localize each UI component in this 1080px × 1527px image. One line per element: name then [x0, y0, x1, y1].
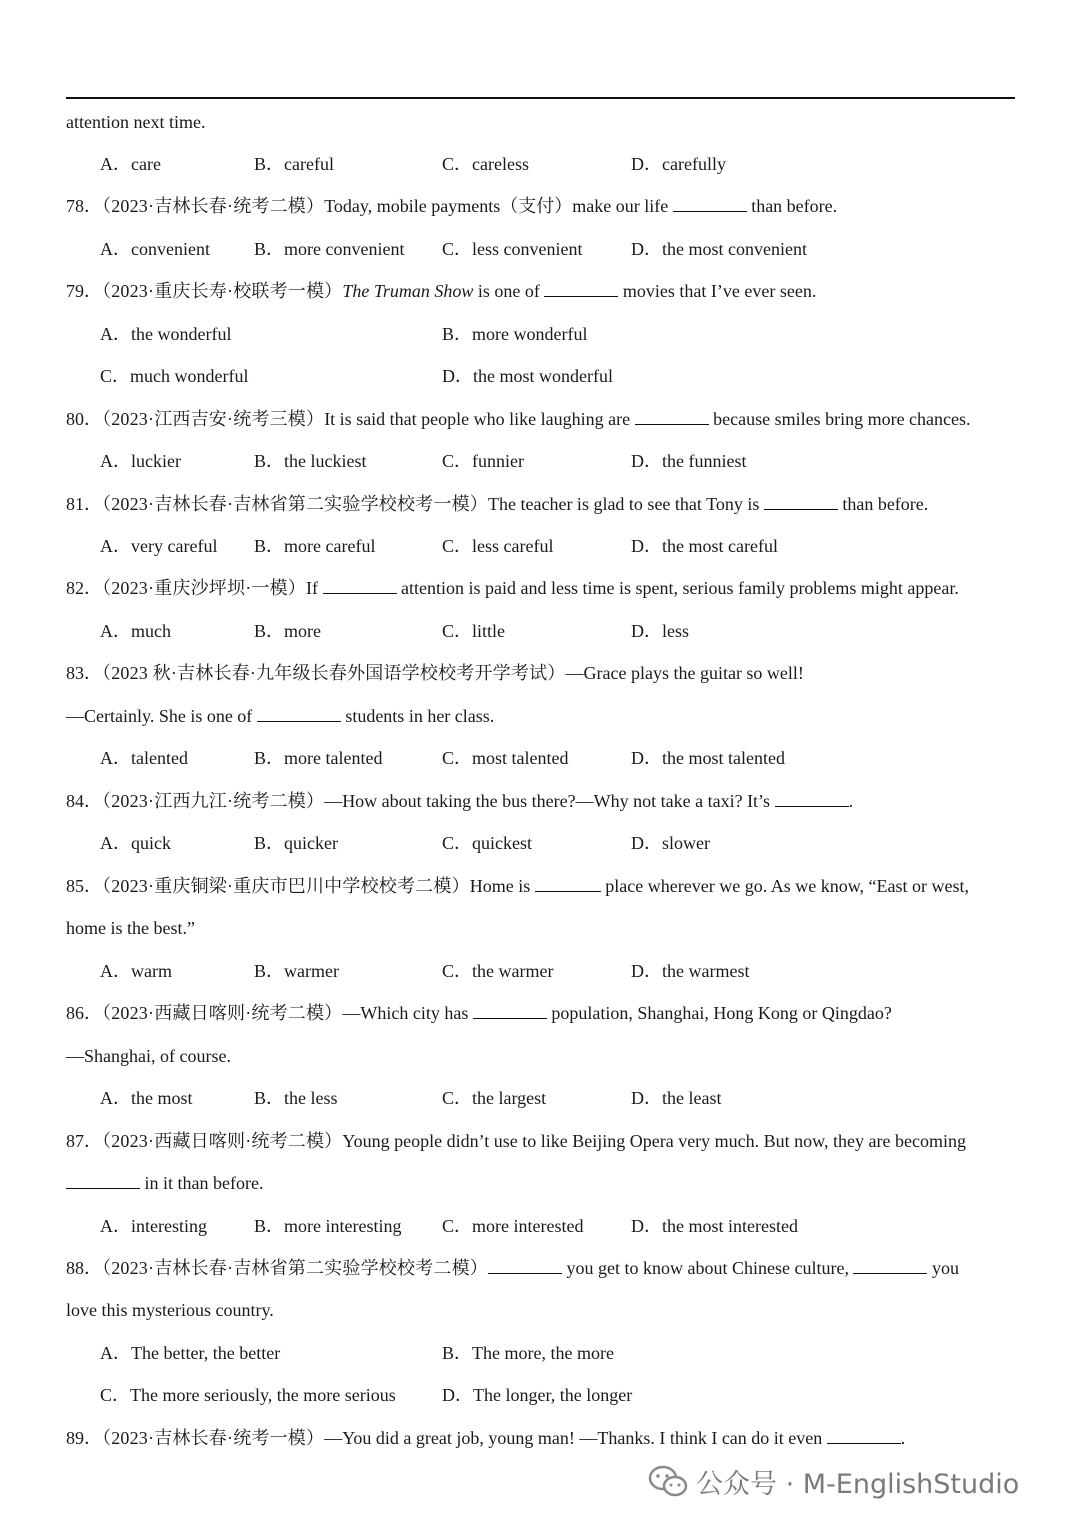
option-b: B．warmer	[254, 961, 339, 981]
wechat-icon	[648, 1464, 688, 1500]
option-d: D．the warmest	[631, 961, 750, 981]
header-rule	[66, 97, 1015, 99]
option-b: B．more careful	[254, 536, 376, 556]
option-a: A．warm	[100, 961, 172, 981]
question-89: 89．（2023·吉林长春·统考一模）—You did a great job, young man! —Thanks. I think I can do it even .	[66, 1428, 906, 1448]
answer-blank	[775, 790, 849, 807]
answer-blank	[323, 577, 397, 594]
question-87: 87．（2023·西藏日喀则·统考二模）Young people didn’t use to like Beijing Opera very much. But now, they are becoming	[66, 1131, 966, 1151]
watermark	[648, 1462, 1019, 1501]
option-d: D．The longer, the longer	[442, 1385, 633, 1405]
question-86-line2: —Shanghai, of course.	[66, 1046, 231, 1066]
option-b: B．quicker	[254, 833, 338, 853]
question-88: 88．（2023·吉林长春·吉林省第二实验学校校考二模） you get to know about Chinese culture, you	[66, 1258, 959, 1278]
option-a: A．interesting	[100, 1216, 207, 1236]
option-d: D．carefully	[631, 154, 726, 174]
option-b: B．more	[254, 621, 321, 641]
option-a: A．The better, the better	[100, 1343, 281, 1363]
option-c: C．most talented	[442, 748, 569, 768]
question-86: 86．（2023·西藏日喀则·统考二模）—Which city has population, Shanghai, Hong Kong or Qingdao?	[66, 1003, 892, 1023]
option-b: B．more talented	[254, 748, 383, 768]
question-81: 81．（2023·吉林长春·吉林省第二实验学校校考一模）The teacher is glad to see that Tony is than before.	[66, 494, 929, 514]
option-c: C．more interested	[442, 1216, 584, 1236]
answer-blank	[66, 1172, 140, 1189]
option-c: C．the warmer	[442, 961, 554, 981]
question-83: 83．（2023 秋·吉林长春·九年级长春外国语学校校考开学考试）—Grace plays the guitar so well!	[66, 663, 804, 683]
option-c: C．careless	[442, 154, 529, 174]
option-a: A．the most	[100, 1088, 193, 1108]
option-c: C．much wonderful	[100, 366, 249, 386]
option-d: D．less	[631, 621, 689, 641]
answer-blank	[827, 1427, 901, 1444]
option-d: D．slower	[631, 833, 710, 853]
question-87-line2: in it than before.	[66, 1171, 263, 1195]
option-b: B．the luckiest	[254, 451, 367, 471]
watermark-text: 公众号 · M-EnglishStudio	[696, 1469, 1020, 1500]
option-a: A．very careful	[100, 536, 218, 556]
question-84: 84．（2023·江西九江·统考二模）—How about taking the bus there?—Why not take a taxi? It’s .	[66, 791, 854, 811]
answer-blank	[764, 493, 838, 510]
answer-blank	[853, 1257, 927, 1274]
question-88-line2: love this mysterious country.	[66, 1300, 274, 1320]
answer-blank	[488, 1257, 562, 1274]
answer-blank	[635, 408, 709, 425]
question-85-line2: home is the best.”	[66, 918, 195, 938]
option-c: C．less careful	[442, 536, 554, 556]
option-a: A．the wonderful	[100, 324, 232, 344]
option-c: C．the largest	[442, 1088, 547, 1108]
option-d: D．the most convenient	[631, 239, 807, 259]
option-d: D．the most wonderful	[442, 366, 613, 386]
option-b: B．careful	[254, 154, 334, 174]
answer-blank	[544, 280, 618, 297]
question-80: 80．（2023·江西吉安·统考三模）It is said that people who like laughing are because smiles bring more chances.	[66, 409, 971, 429]
option-a: A．luckier	[100, 451, 181, 471]
continuation-text: attention next time.	[66, 112, 206, 132]
option-c: C．funnier	[442, 451, 524, 471]
option-b: B．more interesting	[254, 1216, 402, 1236]
option-a: A．much	[100, 621, 171, 641]
answer-blank	[257, 705, 341, 722]
option-b: B．the less	[254, 1088, 338, 1108]
question-79: 79．（2023·重庆长寿·校联考一模）The Truman Show is one of movies that I’ve ever seen.	[66, 281, 817, 301]
option-d: D．the most talented	[631, 748, 785, 768]
question-83-line2: —Certainly. She is one of students in her class.	[66, 706, 495, 726]
question-85: 85．（2023·重庆铜梁·重庆市巴川中学校校考二模）Home is place wherever we go. As we know, “East or west,	[66, 876, 970, 896]
option-a: A．convenient	[100, 239, 210, 259]
question-82: 82．（2023·重庆沙坪坝·一模）If attention is paid and less time is spent, serious family problems might appear.	[66, 578, 959, 598]
option-d: D．the funniest	[631, 451, 747, 471]
answer-blank	[473, 1002, 547, 1019]
option-b: B．more convenient	[254, 239, 405, 259]
option-a: A．care	[100, 154, 161, 174]
option-a: A．quick	[100, 833, 171, 853]
question-78: 78．（2023·吉林长春·统考二模）Today, mobile payments（支付）make our life than before.	[66, 196, 838, 216]
option-a: A．talented	[100, 748, 188, 768]
answer-blank	[535, 875, 601, 892]
option-d: D．the least	[631, 1088, 722, 1108]
option-b: B．more wonderful	[442, 324, 588, 344]
option-b: B．The more, the more	[442, 1343, 614, 1363]
option-c: C．little	[442, 621, 505, 641]
option-c: C．quickest	[442, 833, 532, 853]
option-d: D．the most careful	[631, 536, 778, 556]
answer-blank	[673, 195, 747, 212]
option-d: D．the most interested	[631, 1216, 798, 1236]
option-c: C．less convenient	[442, 239, 583, 259]
option-c: C．The more seriously, the more serious	[100, 1385, 396, 1405]
